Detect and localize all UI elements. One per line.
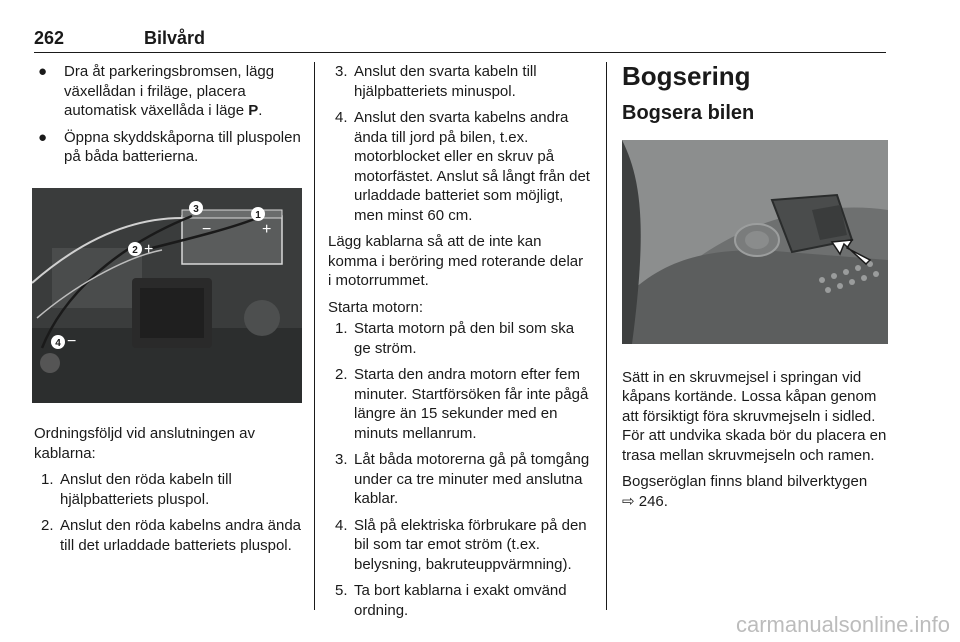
list-item: 3. Låt båda motorerna gå på tomgång under ca tre minuter med anslutna kablar. [335, 451, 590, 507]
list-item: 2. Anslut den röda kabelns andra ända till det urladdade batteriets pluspol. [41, 517, 302, 554]
plus-sign: + [144, 240, 154, 258]
bullet-icon: ● [38, 63, 48, 80]
list-item: 5. Ta bort kablarna i exakt omvänd ordning. [335, 582, 567, 619]
bullet-item: ● Öppna skyddskåporna till pluspolen på båda batterierna. [38, 128, 301, 165]
column-divider [314, 62, 315, 610]
column-divider [606, 62, 607, 610]
column-2 [328, 62, 590, 627]
cable-note: Lägg kablarna så att de inte kan komma i beröring med roterande delar i motorrummet. [328, 233, 584, 289]
start-heading: Starta motorn: [328, 298, 424, 316]
page-number: 262 [34, 28, 65, 48]
page-reference[interactable]: 246. [638, 492, 668, 510]
column-1 [34, 62, 302, 562]
minus-sign: − [202, 220, 212, 238]
list-item: 1. Anslut den röda kabeln till hjälpbatteriets pluspol. [41, 471, 232, 508]
jump-start-illustration [32, 188, 302, 403]
section-heading: Bogsering [622, 61, 751, 91]
towing-instructions: Sätt in en skruvmejsel i springan vid kåpans kortände. Lossa kåpan genom att försiktigt föra skruvmejseln i sidled. För att undvika skada bör du placera en trasa mellan skruvmejseln och ramen. [622, 368, 887, 464]
callout-1: 1 [255, 209, 261, 221]
callout-4: 4 [55, 337, 61, 349]
list-item: 4. Anslut den svarta kabelns andra ända till jord på bilen, t.ex. motorblocket eller en skruv på motorfästet. Anslut så långt från det urladdade batteriet som möjligt, men minst 60 cm. [335, 109, 590, 224]
callout-2: 2 [132, 244, 138, 256]
reference-arrow-icon: ⇨ [622, 492, 635, 510]
list-item: 3. Anslut den svarta kabeln till hjälpbatteriets minuspol. [335, 63, 537, 100]
bullet-item: ● Dra åt parkeringsbromsen, lägg växellådan i friläge, placera automatisk växellåda i läge P. [38, 63, 275, 119]
towing-eye-cover-illustration [622, 140, 888, 344]
subsection-heading: Bogsera bilen [622, 102, 755, 124]
bullet-icon: ● [38, 128, 48, 146]
towing-eye-location: Bogseröglan finns bland bilverktygen ⇨ 246. [622, 473, 868, 510]
list-item: 4. Slå på elektriska förbrukare på den bil som tar emot ström (t.ex. belysning, bakruteuppvärmning). [335, 516, 587, 573]
list-item: 1. Starta motorn på den bil som ska ge ström. [335, 320, 575, 357]
callout-3: 3 [193, 203, 199, 215]
watermark: carmanualsonline.info [735, 612, 950, 637]
list-item: 2. Starta den andra motorn efter fem minuter. Startförsöken får inte pågå längre än 15 sekunder med en minuts mellanrum. [335, 366, 589, 442]
page-header [34, 26, 886, 53]
plus-sign: + [262, 220, 272, 238]
intro-text: Ordningsföljd vid anslutningen av kablarna: [34, 425, 255, 462]
section-title: Bilvård [144, 28, 206, 48]
minus-sign: − [67, 332, 77, 350]
column-3 [622, 62, 888, 518]
